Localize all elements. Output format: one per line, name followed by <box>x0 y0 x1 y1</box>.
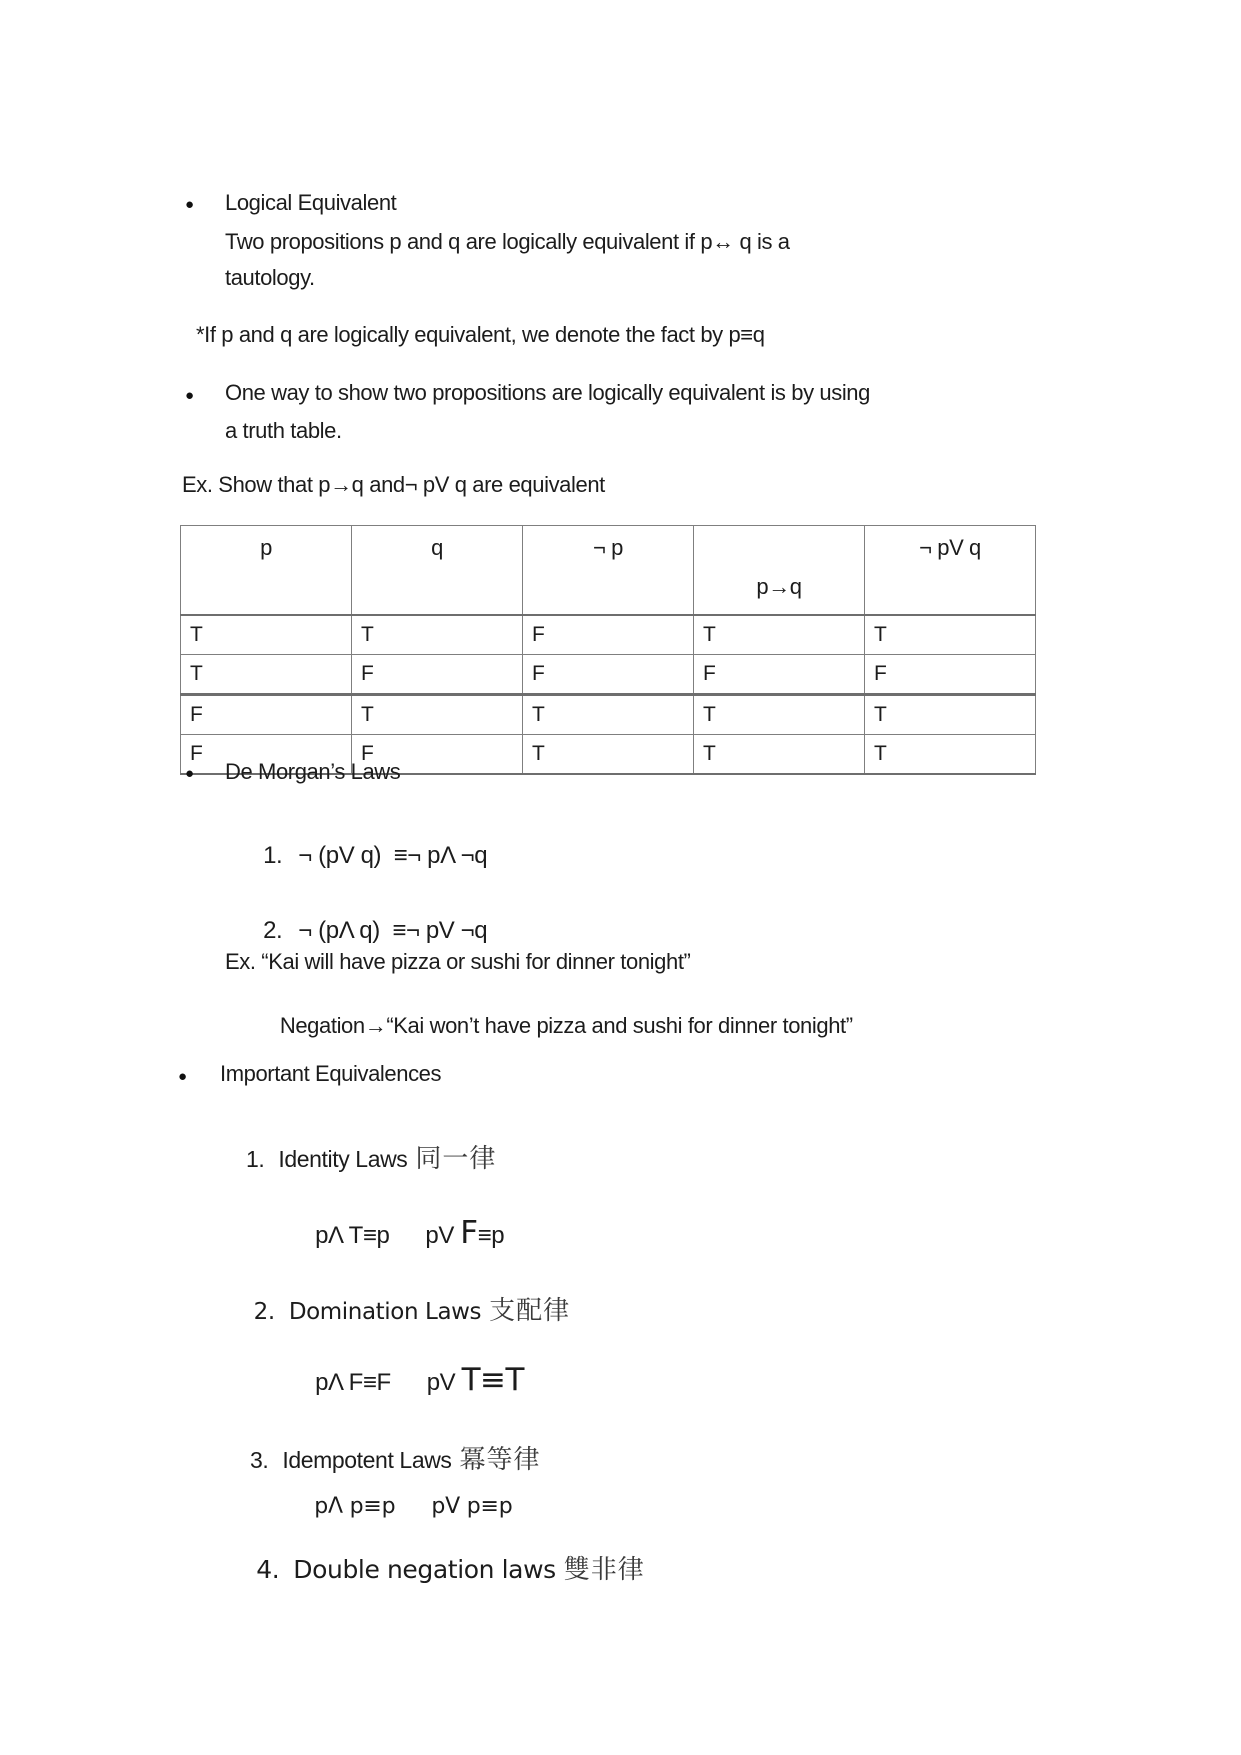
law-number: 3. <box>249 1447 269 1473</box>
section1-body-line1: Two propositions p and q are logically equivalent if p↔ q is a <box>225 229 790 254</box>
formula-right-pre: pV <box>425 1222 461 1249</box>
right-arrow-icon: → <box>364 1013 387 1038</box>
formula-right-post: ≡p <box>477 1222 505 1249</box>
bullet-icon: ● <box>185 765 195 782</box>
table-cell: F <box>181 735 352 775</box>
example-sentence: Ex. “Kai will have pizza or sushi for dinner tonight” <box>225 949 691 974</box>
law-name: Double negation laws <box>293 1555 556 1584</box>
table-cell: F <box>352 735 523 775</box>
cjk-label: 雙非律 <box>563 1555 645 1584</box>
law-number: 4. <box>256 1555 280 1584</box>
law-number: 2. <box>263 917 283 944</box>
negation-text: “Kai won’t have pizza and sushi for dinner tonight” <box>386 1013 853 1038</box>
table-row <box>181 695 1036 735</box>
table-row <box>181 615 1036 655</box>
table-cell: T <box>694 615 865 655</box>
law-name: Idempotent Laws <box>282 1447 452 1473</box>
example-heading: Ex. Show that p→q and¬ pV q are equivalent <box>182 472 605 497</box>
cjk-label: 支配律 <box>489 1296 571 1325</box>
table-cell: T <box>694 695 865 735</box>
bullet-icon: ● <box>185 387 195 404</box>
table-cell: T <box>352 615 523 655</box>
table-header-cell-p: p <box>181 526 352 616</box>
table-header-cell-not-p-or-q: ¬ pV q <box>865 526 1036 616</box>
law-formula: ¬ (pV q) ≡¬ pΛ ¬q <box>298 842 488 869</box>
demorgan-law-1 <box>238 814 487 898</box>
bullet-icon: ● <box>178 1068 188 1085</box>
table-cell: F <box>523 615 694 655</box>
formula-big-letter: T≡T <box>461 1362 524 1398</box>
table-cell: F <box>181 695 352 735</box>
law-number: 1. <box>263 842 283 869</box>
law-formula: ¬ (pΛ q) ≡¬ pV ¬q <box>298 917 488 944</box>
law-number: 1. <box>245 1146 265 1172</box>
negation-sentence <box>257 984 853 1068</box>
law-number: 2. <box>253 1299 275 1325</box>
table-cell: T <box>523 695 694 735</box>
table-cell: T <box>181 615 352 655</box>
table-cell: T <box>694 735 865 775</box>
table-header-row <box>181 526 1036 616</box>
formula-right-pre: pV <box>426 1369 462 1396</box>
bullet-icon: ● <box>185 196 195 213</box>
table-cell: T <box>865 735 1036 775</box>
section-title-de-morgans-laws: De Morgan’s Laws <box>225 759 401 784</box>
table-cell: F <box>523 655 694 695</box>
table-header-cell-q: q <box>352 526 523 616</box>
section2-body-line2: a truth table. <box>225 418 342 443</box>
table-cell: T <box>865 615 1036 655</box>
negation-label: Negation <box>279 1013 365 1038</box>
formula-big-letter: F <box>460 1215 478 1251</box>
table-cell: T <box>181 655 352 695</box>
note-line: *If p and q are logically equivalent, we denote the fact by p≡q <box>196 322 765 347</box>
section-title-important-equivalences: Important Equivalences <box>220 1061 442 1086</box>
equivalence-heading-double-negation-laws <box>226 1520 645 1615</box>
cjk-label: 同一律 <box>415 1144 497 1173</box>
section-title-logical-equivalent: Logical Equivalent <box>225 190 397 215</box>
formula-right <box>431 1494 512 1519</box>
table-cell: F <box>694 655 865 695</box>
formula-left: pΛ T≡p <box>315 1222 390 1249</box>
law-name: Domination Laws <box>288 1299 482 1325</box>
table-cell: F <box>352 655 523 695</box>
formula-left: pΛ F≡F <box>315 1369 391 1396</box>
formula-left: pΛ p≡p <box>314 1494 396 1519</box>
cjk-label: 冪等律 <box>459 1445 541 1474</box>
truth-table <box>180 525 1036 775</box>
section2-body-line1: One way to show two propositions are logically equivalent is by using <box>225 380 870 405</box>
table-cell: T <box>865 695 1036 735</box>
formula-right-pre: pV p≡p <box>431 1494 513 1519</box>
section1-body-line2: tautology. <box>225 265 315 290</box>
table-header-cell-not-p: ¬ p <box>523 526 694 616</box>
formula-right <box>425 1215 505 1251</box>
table-row <box>181 655 1036 695</box>
table-header-cell-p-implies-q: p→q <box>694 526 865 616</box>
formula-right <box>426 1362 524 1398</box>
law-name: Identity Laws <box>278 1146 408 1172</box>
table-cell: T <box>523 735 694 775</box>
table-cell: F <box>865 655 1036 695</box>
table-cell: T <box>352 695 523 735</box>
